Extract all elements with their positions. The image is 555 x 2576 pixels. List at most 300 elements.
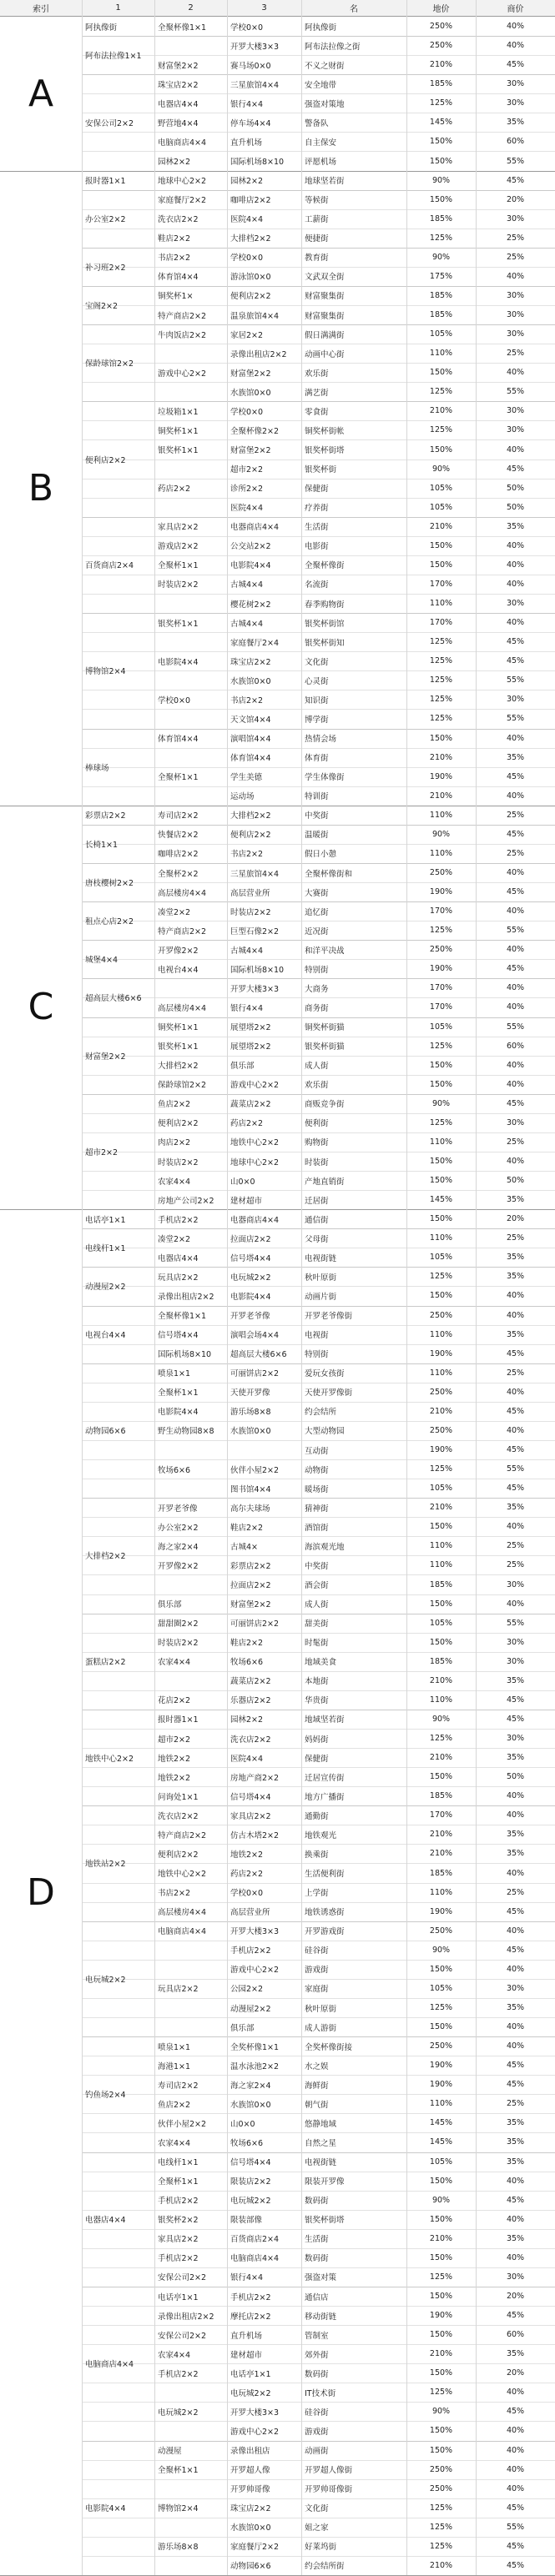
- name-cell: IT技术街: [305, 2388, 336, 2398]
- item-cell-3: 俱乐部: [230, 1062, 255, 1072]
- name-cell: 约会结所街: [305, 2562, 345, 2572]
- business-price-cell: 25%: [506, 1137, 525, 1147]
- item-cell-3: 信号塔4×4: [230, 1253, 271, 1263]
- land-price-cell: 105%: [429, 1484, 453, 1494]
- name-cell: 时装街: [305, 1157, 329, 1167]
- business-price-cell: 40%: [506, 2483, 525, 2493]
- land-price-cell: 125%: [429, 2541, 453, 2551]
- group-name-cell: 动漫屋2×2: [85, 1283, 126, 1293]
- name-cell: 商贩竞争街: [305, 1100, 345, 1110]
- item-cell-3: 温泉旅馆4×4: [230, 311, 280, 321]
- column-header: 地价: [406, 0, 476, 17]
- item-cell-3: 巨型石像2×2: [230, 926, 280, 936]
- group-name-cell: 长椅1×1: [85, 840, 119, 850]
- item-cell-3: 咖啡店2×2: [230, 196, 271, 206]
- group-name-cell: 租点心店2×2: [85, 917, 134, 927]
- business-price-cell: 55%: [506, 2522, 525, 2532]
- name-cell: 父母街: [305, 1234, 329, 1244]
- land-price-cell: 210%: [429, 791, 453, 801]
- item-cell-3: 珠宝店2×2: [230, 2504, 271, 2514]
- group-name-cell: 补习班2×2: [85, 263, 126, 273]
- land-price-cell: 125%: [429, 675, 453, 685]
- item-cell-3: 公交站2×2: [230, 542, 271, 552]
- land-price-cell: 150%: [429, 540, 453, 550]
- item-cell-3: 建材超市: [230, 2350, 263, 2360]
- item-cell-2: 园林2×2: [158, 158, 191, 167]
- item-cell-2: 鱼店2×2: [158, 2100, 191, 2110]
- name-cell: 酒会街: [305, 1581, 329, 1590]
- item-cell-3: 超高层大楼6×6: [230, 1350, 287, 1360]
- item-cell-2: 电影院4×4: [158, 1408, 199, 1418]
- item-cell-2: [154, 748, 227, 767]
- group-name-cell: 地铁站2×2: [85, 1860, 126, 1870]
- item-cell-3: 天使开罗像: [230, 1388, 270, 1398]
- business-price-cell: 30%: [506, 329, 525, 339]
- name-cell: 动画中心街: [305, 349, 345, 359]
- item-cell-2: 时装店2×2: [158, 1157, 199, 1167]
- item-cell-2: 鱼店2×2: [158, 1100, 191, 1110]
- item-cell-3: 开罗帅哥像: [230, 2485, 270, 2495]
- item-cell-2: 房地产公司2×2: [158, 1196, 214, 1206]
- land-price-cell: 90%: [431, 2195, 451, 2205]
- name-cell: 强盗对策: [305, 2273, 337, 2283]
- land-price-cell: 210%: [429, 752, 453, 762]
- item-cell-2: 全聚杯1×1: [158, 2177, 199, 2187]
- land-price-cell: 170%: [429, 579, 453, 589]
- land-price-cell: 125%: [429, 1734, 453, 1744]
- name-cell: 地方广播街: [305, 1792, 345, 1802]
- item-cell-2: 录像出租店2×2: [158, 1292, 214, 1302]
- item-cell-2: 垃圾箱1×1: [158, 407, 199, 417]
- name-cell: 硅谷街: [305, 1946, 329, 1956]
- item-cell-2: 伙伴小屋2×2: [158, 2119, 207, 2129]
- land-price-cell: 250%: [429, 868, 453, 877]
- business-price-cell: 30%: [506, 1579, 525, 1589]
- name-cell: 暖场街: [305, 1484, 329, 1494]
- name-cell: 海滨观光地: [305, 1542, 345, 1552]
- land-price-cell: 250%: [429, 2464, 453, 2474]
- item-cell-3: 信号塔4×4: [230, 2158, 271, 2168]
- name-cell: 通勤街: [305, 1811, 329, 1821]
- item-cell-3: 珠宝店2×2: [230, 657, 271, 667]
- name-cell: 酒馆街: [305, 1523, 329, 1533]
- name-cell: 互动街: [305, 1446, 329, 1456]
- column-header: 1: [82, 0, 154, 17]
- business-price-cell: 55%: [506, 714, 525, 724]
- item-cell-3: 樱花树2×2: [230, 600, 271, 610]
- item-cell-2: [154, 2479, 227, 2498]
- item-cell-2: 铜奖杯1×: [158, 292, 194, 302]
- item-cell-2: 游戏中心2×2: [158, 369, 207, 379]
- business-price-cell: 25%: [506, 1887, 525, 1897]
- business-price-cell: 60%: [506, 137, 525, 147]
- land-price-cell: 150%: [429, 560, 453, 570]
- business-price-cell: 30%: [506, 425, 525, 435]
- business-price-cell: 35%: [506, 1272, 525, 1282]
- item-cell-3: 银行4×4: [230, 2273, 264, 2283]
- business-price-cell: 40%: [506, 1810, 525, 1820]
- item-cell-3: 财富堡2×2: [230, 1600, 271, 1610]
- name-cell: 购物街: [305, 1138, 329, 1148]
- land-price-cell: 150%: [429, 733, 453, 743]
- business-price-cell: 20%: [506, 1214, 525, 1224]
- item-cell-3: 开罗大楼3×3: [230, 2408, 280, 2418]
- name-cell: 甜美街: [305, 1619, 329, 1629]
- land-price-cell: 125%: [429, 2503, 453, 2513]
- item-cell-2: 学校0×0: [158, 695, 191, 706]
- group-name-cell: 唐枝樱树2×2: [85, 879, 134, 889]
- name-cell: 天使开罗像街: [305, 1388, 353, 1398]
- name-cell: 银奖杯街塔: [305, 446, 345, 456]
- land-price-cell: 185%: [429, 213, 453, 223]
- item-cell-2: 问询处1×1: [158, 1792, 199, 1802]
- name-cell: 成人街: [305, 1062, 329, 1072]
- business-price-cell: 35%: [506, 1830, 525, 1840]
- item-cell-2: [154, 498, 227, 517]
- land-price-cell: 150%: [429, 1291, 453, 1301]
- land-price-cell: 125%: [429, 2003, 453, 2012]
- item-cell-2: 地铁2×2: [158, 1773, 191, 1783]
- group-name-cell: 大排档2×2: [85, 1552, 126, 1562]
- business-price-cell: 45%: [506, 2080, 525, 2090]
- business-price-cell: 35%: [506, 1195, 525, 1205]
- item-cell-3: 电玩城2×2: [230, 2197, 271, 2207]
- item-cell-3: 限装部像: [230, 2216, 263, 2226]
- item-cell-3: 便利店2×2: [230, 831, 271, 841]
- business-price-cell: 45%: [506, 2541, 525, 2551]
- business-price-cell: 40%: [506, 1060, 525, 1070]
- land-price-cell: 175%: [429, 271, 453, 281]
- name-cell: 阿布法拉像之街: [305, 42, 361, 52]
- item-cell-2: 快餐店2×2: [158, 831, 199, 841]
- land-price-cell: 150%: [429, 444, 453, 454]
- item-cell-2: [154, 978, 227, 997]
- name-cell: 地域美食: [305, 1658, 337, 1668]
- item-cell-2: 财富堡2×2: [158, 61, 199, 71]
- item-cell-2: [154, 1440, 227, 1459]
- business-price-cell: 45%: [506, 1906, 525, 1916]
- item-cell-2: 信号塔4×4: [158, 1331, 199, 1341]
- name-cell: 全聚杯像街: [305, 561, 345, 571]
- item-cell-2: 地铁中心2×2: [158, 1870, 207, 1880]
- group-name-cell: 电视台4×4: [85, 1331, 126, 1341]
- business-price-cell: 40%: [506, 2041, 525, 2051]
- name-cell: 便捷街: [305, 234, 329, 244]
- name-cell: 欢乐街: [305, 1081, 329, 1091]
- name-cell: 约会结所: [305, 1408, 337, 1418]
- item-cell-3: 俱乐部: [230, 2023, 255, 2033]
- land-price-cell: 150%: [429, 194, 453, 204]
- item-cell-3: 地铁中心2×2: [230, 1138, 280, 1148]
- item-cell-3: 学校0×0: [230, 23, 264, 33]
- item-cell-2: [154, 1671, 227, 1690]
- name-cell: 银奖杯街: [305, 465, 337, 475]
- name-cell: 电视街: [305, 1331, 329, 1341]
- name-cell: 警备队: [305, 118, 329, 128]
- business-price-cell: 55%: [506, 1464, 525, 1474]
- group-name-cell: 电玩城2×2: [85, 1975, 126, 1985]
- land-price-cell: 210%: [429, 1830, 453, 1840]
- group-name-cell: 宝阁2×2: [85, 302, 119, 311]
- item-cell-2: 高层楼房4×4: [158, 1908, 207, 1918]
- land-price-cell: 145%: [429, 1195, 453, 1205]
- name-cell: 不义之财街: [305, 61, 345, 71]
- business-price-cell: 20%: [506, 2292, 525, 2302]
- business-price-cell: 25%: [506, 233, 525, 243]
- land-price-cell: 250%: [429, 2483, 453, 2493]
- business-price-cell: 40%: [506, 1291, 525, 1301]
- item-cell-3: 书店2×2: [230, 850, 264, 860]
- item-cell-2: 农家4×4: [158, 1658, 191, 1668]
- business-price-cell: 45%: [506, 2061, 525, 2071]
- name-cell: 等候街: [305, 196, 329, 206]
- business-price-cell: 40%: [506, 2388, 525, 2398]
- land-price-cell: 90%: [431, 1945, 451, 1955]
- item-cell-3: 古城4×4: [230, 946, 264, 956]
- land-price-cell: 150%: [429, 1637, 453, 1647]
- business-price-cell: 35%: [506, 1849, 525, 1859]
- item-cell-2: 手机店2×2: [158, 2197, 199, 2207]
- land-price-cell: 145%: [429, 2137, 453, 2147]
- business-price-cell: 40%: [506, 868, 525, 877]
- name-cell: 生活街: [305, 2235, 329, 2245]
- item-cell-2: 安保公司2×2: [158, 2331, 207, 2341]
- land-price-cell: 150%: [429, 1079, 453, 1089]
- name-cell: 铜奖杯街猫: [305, 1023, 345, 1033]
- section-label: A: [28, 72, 54, 115]
- name-cell: 假日小憩: [305, 850, 337, 860]
- item-cell-2: 保龄球馆2×2: [158, 1081, 207, 1091]
- name-cell: 好莱坞街: [305, 2543, 337, 2553]
- name-cell: 体育街: [305, 754, 329, 764]
- item-cell-3: 鞋店2×2: [230, 1639, 264, 1649]
- item-cell-3: 国际机场8×10: [230, 965, 285, 975]
- business-price-cell: 30%: [506, 1117, 525, 1127]
- item-cell-2: [154, 709, 227, 728]
- item-cell-2: 玩具店2×2: [158, 1985, 199, 1995]
- item-cell-2: 凑堂2×2: [158, 1234, 191, 1244]
- land-price-cell: 125%: [429, 387, 453, 397]
- item-cell-2: 全聚杯像1×1: [158, 23, 207, 33]
- business-price-cell: 40%: [506, 1002, 525, 1012]
- item-cell-3: 运动场: [230, 792, 255, 802]
- column-header: 名: [301, 0, 406, 17]
- item-cell-2: [154, 786, 227, 806]
- item-cell-3: 摩托店2×2: [230, 2312, 271, 2322]
- name-cell: 动画片街: [305, 1292, 337, 1302]
- item-cell-3: 鞋店2×2: [230, 1523, 264, 1533]
- column-header: 索引: [0, 0, 82, 17]
- business-price-cell: 25%: [506, 1368, 525, 1378]
- land-price-cell: 125%: [429, 926, 453, 936]
- business-price-cell: 45%: [506, 1098, 525, 1108]
- item-cell-3: 开罗超人像: [230, 2466, 270, 2476]
- item-cell-2: 体育馆4×4: [158, 273, 199, 283]
- item-cell-3: 园林2×2: [230, 1715, 264, 1725]
- name-cell: 地球坚若街: [305, 177, 345, 187]
- column-divider: [82, 0, 83, 2575]
- business-price-cell: 30%: [506, 1656, 525, 1666]
- item-cell-2: 便利店2×2: [158, 1850, 199, 1860]
- business-price-cell: 25%: [506, 1560, 525, 1570]
- name-cell: 自然之星: [305, 2138, 337, 2148]
- business-price-cell: 20%: [506, 2368, 525, 2378]
- group-name-cell: 钓鱼场2×4: [85, 2091, 126, 2101]
- land-price-cell: 105%: [429, 1983, 453, 1993]
- item-cell-3: 家居2×2: [230, 330, 264, 340]
- business-price-cell: 40%: [506, 1868, 525, 1878]
- item-cell-3: 学校0×0: [230, 1889, 264, 1899]
- item-cell-3: 限装店2×2: [230, 2177, 271, 2187]
- business-price-cell: 35%: [506, 752, 525, 762]
- business-price-cell: 40%: [506, 271, 525, 281]
- column-header: 商价: [476, 0, 555, 17]
- name-cell: 温暖街: [305, 831, 329, 841]
- item-cell-2: [154, 1941, 227, 1960]
- item-cell-2: 洗衣店2×2: [158, 215, 199, 225]
- item-cell-2: [154, 2556, 227, 2575]
- item-cell-3: 药店2×2: [230, 1870, 264, 1880]
- business-price-cell: 40%: [506, 1791, 525, 1801]
- business-price-cell: 45%: [506, 887, 525, 897]
- land-price-cell: 125%: [429, 2388, 453, 2398]
- item-cell-2: 海港1×1: [158, 2061, 191, 2071]
- name-cell: 博学街: [305, 715, 329, 725]
- name-cell: 全奖杯像街接: [305, 2042, 353, 2052]
- item-cell-2: [154, 1998, 227, 2017]
- item-cell-2: [154, 2383, 227, 2402]
- item-cell-3: 全聚杯像2×2: [230, 426, 280, 436]
- business-price-cell: 30%: [506, 98, 525, 108]
- item-cell-2: 开罗像2×2: [158, 946, 199, 956]
- business-price-cell: 45%: [506, 175, 525, 185]
- name-cell: 银奖杯街猫: [305, 1042, 345, 1052]
- name-cell: 安全地带: [305, 80, 337, 90]
- item-cell-2: 电器店4×4: [158, 99, 199, 109]
- name-cell: 铜奖杯街帐: [305, 426, 345, 436]
- business-price-cell: 60%: [506, 2330, 525, 2340]
- business-price-cell: 60%: [506, 1041, 525, 1051]
- business-price-cell: 35%: [506, 2118, 525, 2128]
- name-cell: 春季购物街: [305, 600, 345, 610]
- item-cell-3: 可丽饼店2×2: [230, 1369, 280, 1379]
- item-cell-3: 医院4×4: [230, 1754, 264, 1764]
- name-cell: 热情会场: [305, 735, 337, 745]
- item-cell-2: 喷泉1×1: [158, 2042, 191, 2052]
- item-cell-3: 牧场6×6: [230, 2138, 264, 2148]
- name-cell: 电视街链: [305, 1253, 337, 1263]
- item-cell-3: 园林2×2: [230, 177, 264, 187]
- land-price-cell: 105%: [429, 329, 453, 339]
- land-price-cell: 110%: [429, 1560, 453, 1570]
- item-cell-3: 开罗老爷像: [230, 1312, 270, 1322]
- name-cell: 大型动物园: [305, 1427, 345, 1437]
- group-name-cell: 电话亭1×1: [85, 1215, 126, 1225]
- section-label: D: [27, 1870, 55, 1914]
- item-cell-2: 全聚杯像1×1: [158, 1312, 207, 1322]
- name-cell: 生活街: [305, 523, 329, 533]
- business-price-cell: 40%: [506, 733, 525, 743]
- name-cell: 家庭街: [305, 1985, 329, 1995]
- item-cell-2: [154, 670, 227, 690]
- name-cell: 本地街: [305, 1677, 329, 1687]
- business-price-cell: 30%: [506, 599, 525, 609]
- land-price-cell: 190%: [429, 2080, 453, 2090]
- business-price-cell: 25%: [506, 1541, 525, 1551]
- land-price-cell: 170%: [429, 906, 453, 916]
- name-cell: 数码街: [305, 2369, 329, 2379]
- business-price-cell: 55%: [506, 1022, 525, 1032]
- name-cell: 上学街: [305, 1889, 329, 1899]
- business-price-cell: 40%: [506, 2176, 525, 2186]
- land-price-cell: 125%: [429, 695, 453, 705]
- item-cell-2: 凑堂2×2: [158, 907, 191, 917]
- item-cell-3: 游戏中心2×2: [230, 2427, 280, 2437]
- name-cell: 欢乐街: [305, 369, 329, 379]
- land-price-cell: 250%: [429, 41, 453, 51]
- business-price-cell: 35%: [506, 1253, 525, 1263]
- land-price-cell: 90%: [431, 175, 451, 185]
- land-price-cell: 190%: [429, 1445, 453, 1455]
- item-cell-3: 动物园6×6: [230, 2562, 271, 2572]
- item-cell-3: 可丽饼店2×2: [230, 1619, 280, 1629]
- land-price-cell: 150%: [429, 1214, 453, 1224]
- item-cell-2: 电话亭1×1: [158, 2292, 199, 2302]
- item-cell-3: 停车场4×4: [230, 118, 271, 128]
- name-cell: 商务街: [305, 1003, 329, 1013]
- item-cell-2: 咖啡店2×2: [158, 850, 199, 860]
- item-cell-2: 书店2×2: [158, 254, 191, 264]
- column-divider: [227, 0, 228, 2575]
- item-cell-3: 房地产商2×2: [230, 1773, 280, 1783]
- land-price-cell: 185%: [429, 1656, 453, 1666]
- business-price-cell: 45%: [506, 464, 525, 474]
- item-cell-3: 录像出租店2×2: [230, 349, 287, 359]
- item-cell-3: 家庭餐厅2×4: [230, 638, 280, 648]
- name-cell: 迁居宣传街: [305, 1773, 345, 1783]
- item-cell-2: 特产商店2×2: [158, 311, 207, 321]
- item-cell-2: 全聚杯1×1: [158, 561, 199, 571]
- business-price-cell: 40%: [506, 1310, 525, 1320]
- name-cell: 生活便利街: [305, 1870, 345, 1880]
- business-price-cell: 30%: [506, 1637, 525, 1647]
- item-cell-3: 演唱馆4×4: [230, 735, 271, 745]
- item-cell-2: 游戏店2×2: [158, 542, 199, 552]
- land-price-cell: 190%: [429, 1348, 453, 1358]
- name-cell: 郊外街: [305, 2350, 329, 2360]
- item-cell-2: 高层楼房4×4: [158, 888, 207, 898]
- item-cell-2: 野营地4×4: [158, 118, 199, 128]
- name-cell: 迁居街: [305, 1196, 329, 1206]
- item-cell-2: [154, 382, 227, 401]
- item-cell-3: 高层营业所: [230, 888, 270, 898]
- item-cell-3: 学生美德: [230, 773, 263, 783]
- name-cell: 文化街: [305, 657, 329, 667]
- land-price-cell: 150%: [429, 368, 453, 378]
- item-cell-3: 便利店2×2: [230, 292, 271, 302]
- land-price-cell: 210%: [429, 60, 453, 70]
- item-cell-2: 俱乐部: [158, 1600, 182, 1610]
- business-price-cell: 30%: [506, 1983, 525, 1993]
- item-cell-2: 安保公司2×2: [158, 2273, 207, 2283]
- item-cell-3: 开罗大楼3×3: [230, 1927, 280, 1937]
- business-price-cell: 50%: [506, 483, 525, 493]
- item-cell-2: 甜甜圈2×2: [158, 1619, 199, 1629]
- item-cell-2: 电视台4×4: [158, 965, 199, 975]
- name-cell: 银奖杯街塔: [305, 2216, 345, 2226]
- land-price-cell: 125%: [429, 2272, 453, 2282]
- item-cell-3: 家具店2×2: [230, 1811, 271, 1821]
